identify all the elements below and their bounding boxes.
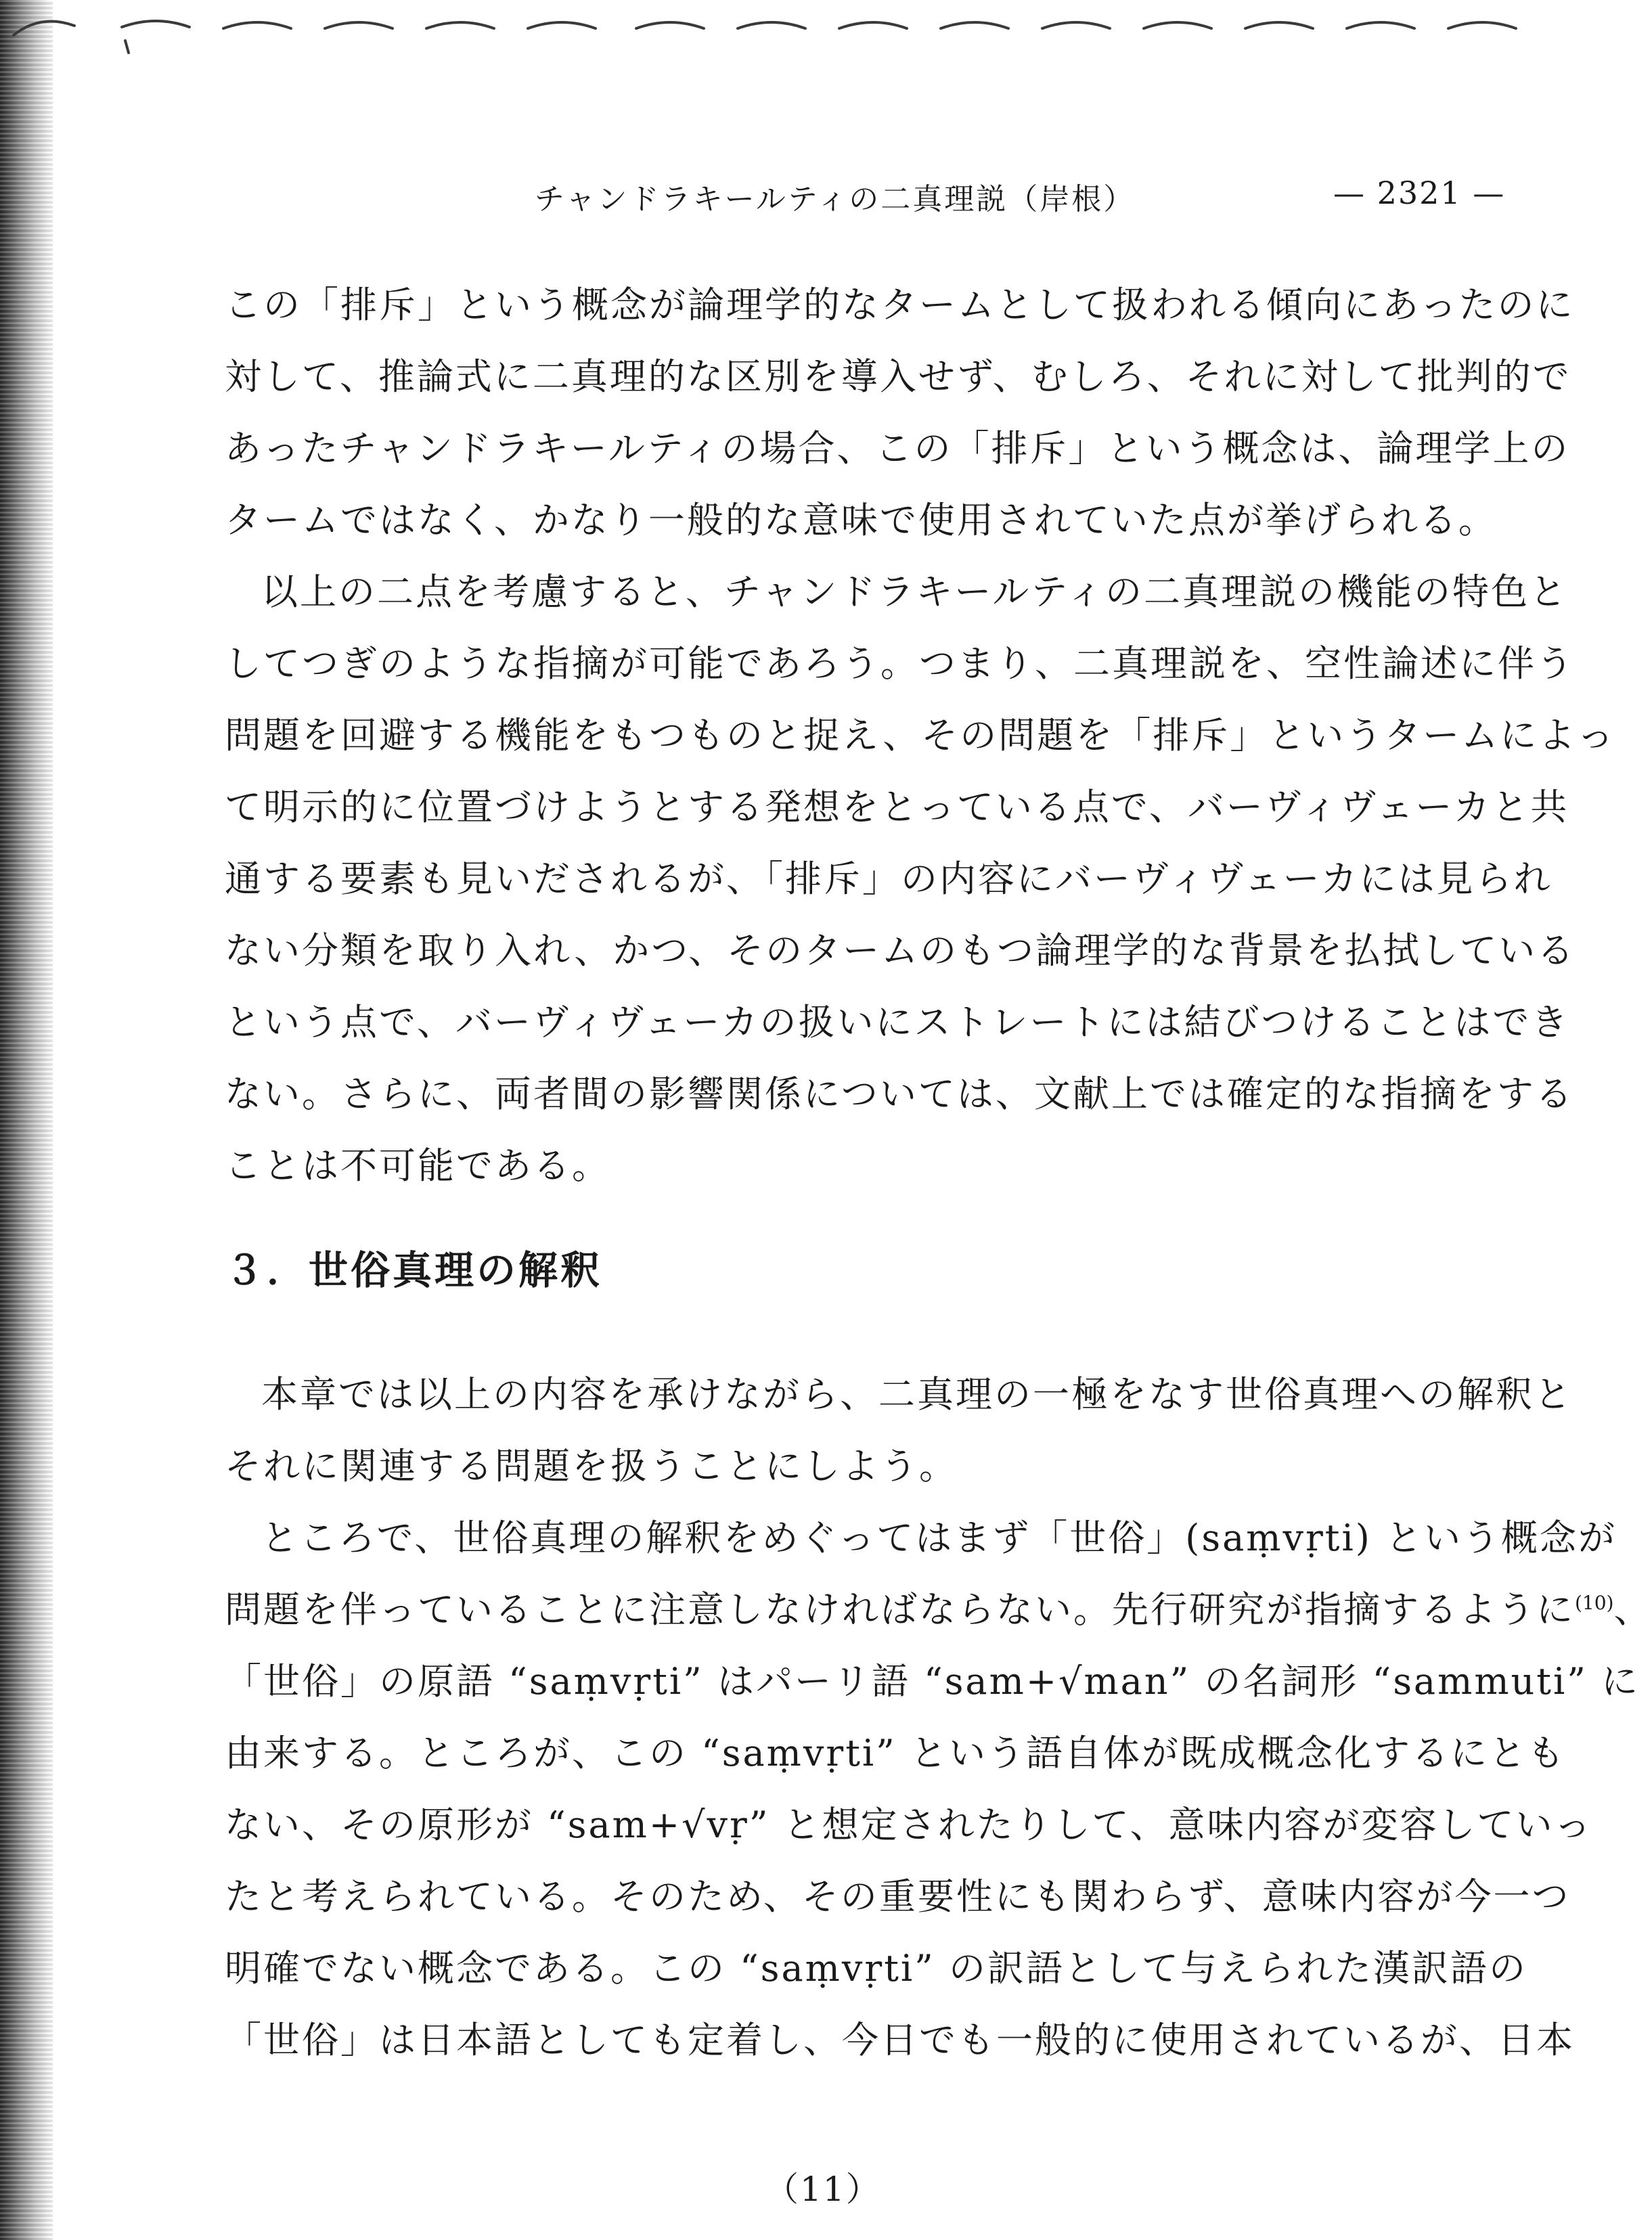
body-line: 以上の二点を考慮すると、チャンドラキールティの二真理説の機能の特色と <box>261 570 1568 613</box>
body-line: ところで、世俗真理の解釈をめぐってはまず「世俗」(saṃvṛti) という概念が <box>261 1517 1617 1559</box>
body-line: あったチャンドラキールティの場合、この「排斥」という概念は、論理学上の <box>225 427 1570 470</box>
body-line: ない。さらに、両者間の影響関係については、文献上では確定的な指摘をする <box>225 1073 1574 1115</box>
body-line: 「世俗」は日本語としても定着し、今日でも一般的に使用されているが、日本 <box>225 2019 1575 2061</box>
body-line-with-footnote <box>225 1588 1652 1631</box>
footnote-trailing-comma: 、 <box>1613 1588 1652 1631</box>
body-line: ことは不可能である。 <box>225 1144 610 1187</box>
body-line: この「排斥」という概念が論理学的なタームとして扱われる傾向にあったのに <box>225 284 1575 326</box>
page-folio: — 2321 — <box>1333 175 1506 211</box>
body-line: ない、その原形が “sam+√vṛ” と想定されたりして、意味内容が変容していっ <box>225 1804 1593 1846</box>
body-line: 通する要素も見いだされるが、「排斥」の内容にバーヴィヴェーカには見られ <box>225 857 1553 900</box>
body-line: ない分類を取り入れ、かつ、そのタームのもつ論理学的な背景を払拭している <box>225 929 1576 972</box>
body-line: してつぎのような指摘が可能であろう。つまり、二真理説を、空性論述に伴う <box>225 642 1575 685</box>
body-line: 対して、推論式に二真理的な区別を導入せず、むしろ、それに対して批判的で <box>225 355 1571 398</box>
body-line: 「世俗」の原語 “saṃvṛti” はパーリ語 “sam+√man” の名詞形 “sammuti” に <box>225 1660 1640 1703</box>
binder-hole-marks <box>0 0 1584 81</box>
body-line: 本章では以上の内容を承けながら、二真理の一極をなす世俗真理への解釈と <box>261 1373 1573 1416</box>
body-line: 明確でない概念である。この “saṃvṛti” の訳語として与えられた漢訳語の <box>225 1947 1527 1990</box>
body-line: たと考えられている。そのため、その重要性にも関わらず、意味内容が今一つ <box>225 1875 1571 1918</box>
body-line: て明示的に位置づけようとする発想をとっている点で、バーヴィヴェーカと共 <box>225 786 1569 828</box>
binding-texture <box>0 0 53 2240</box>
body-line: それに関連する問題を扱うことにしよう。 <box>225 1445 958 1487</box>
page-number: （11） <box>765 2170 881 2209</box>
body-line: という点で、バーヴィヴェーカの扱いにストレートには結びつけることはでき <box>225 1001 1570 1044</box>
body-line: タームではなく、かなり一般的な意味で使用されていた点が挙げられる。 <box>225 499 1497 541</box>
running-header-title: チャンドラキールティの二真理説（岸根） <box>535 182 1136 217</box>
section-heading: ３．世俗真理の解釈 <box>225 1247 603 1293</box>
footnote-reference: (10) <box>1575 1592 1614 1614</box>
body-line: 問題を回避する機能をもつものと捉え、その問題を「排斥」というタームによっ <box>225 714 1616 757</box>
body-line-text: 問題を伴っていることに注意しなければならない。先行研究が指摘するように <box>225 1588 1575 1631</box>
body-line: 由来する。ところが、この “saṃvṛti” という語自体が既成概念化するにとも <box>225 1732 1566 1774</box>
